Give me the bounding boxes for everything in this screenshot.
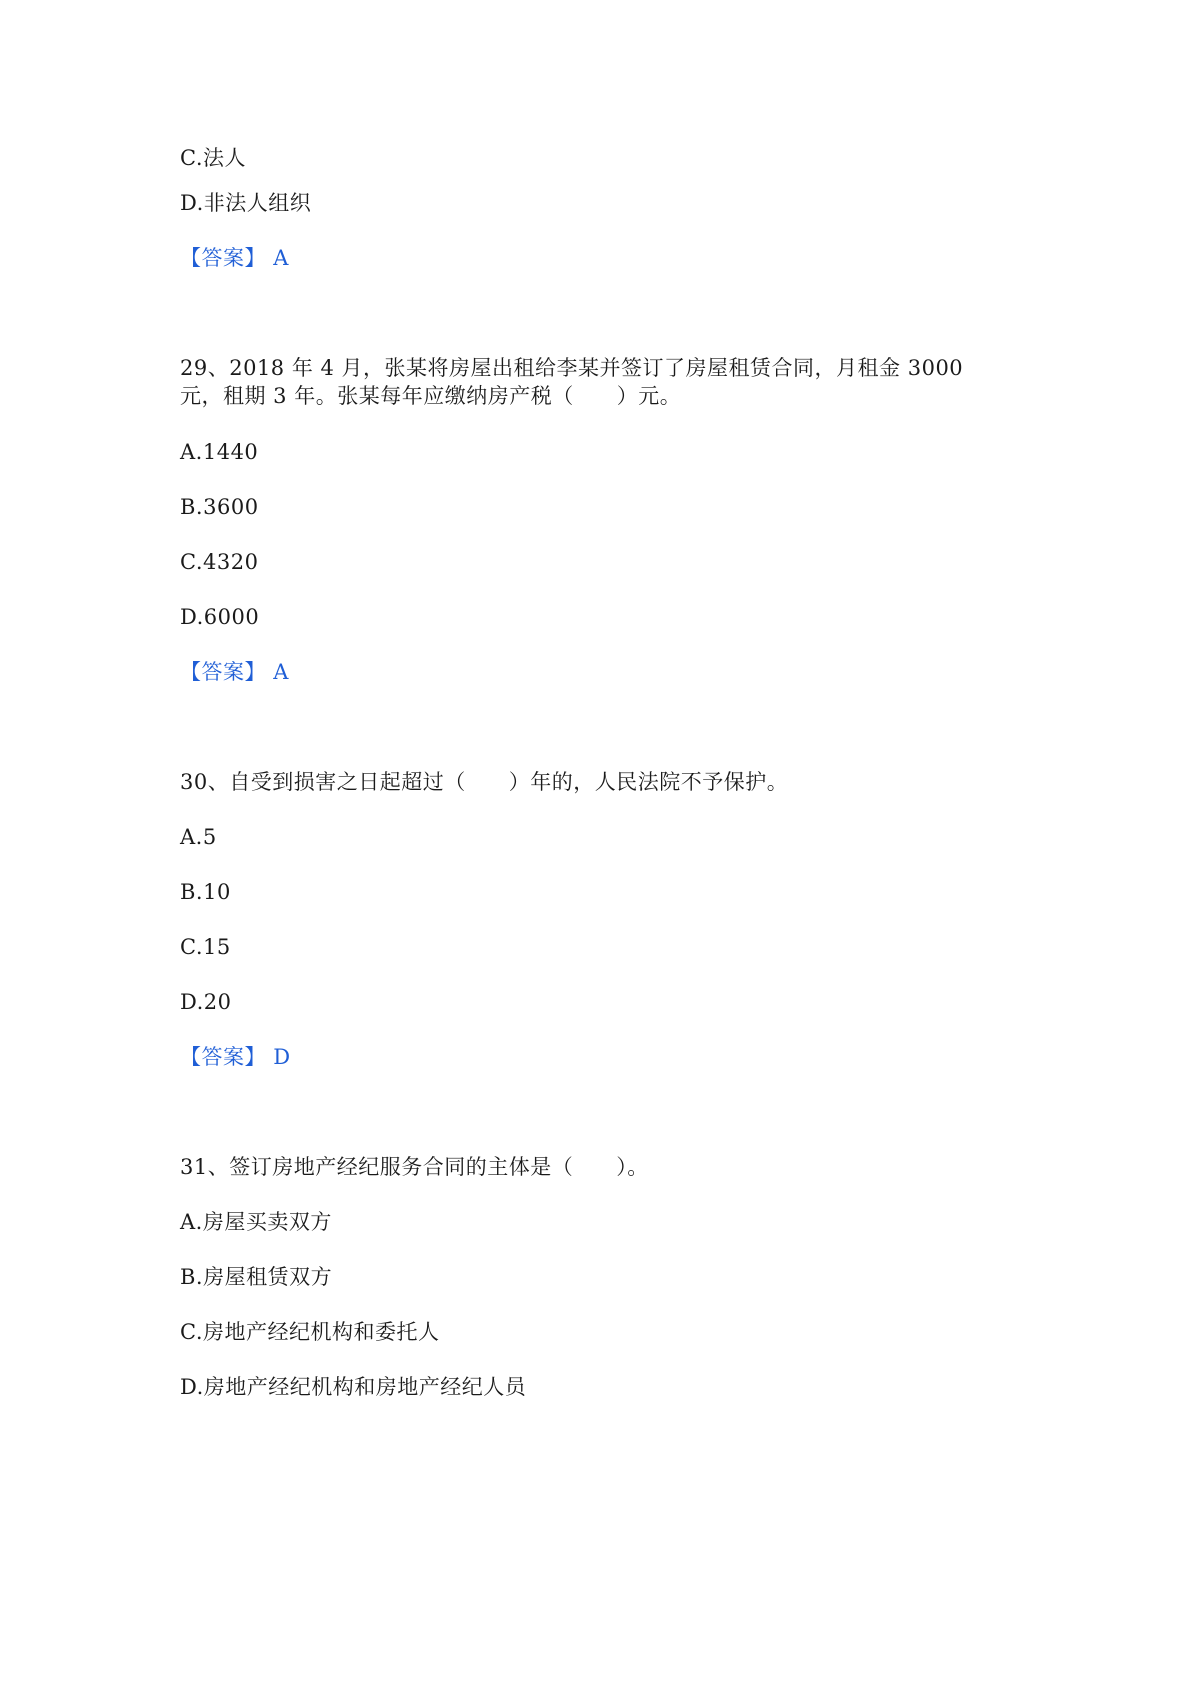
answer-label: 【答案】 — [180, 1045, 266, 1069]
question-30-option-c: C.15 — [180, 935, 231, 959]
question-30-option-d: D.20 — [180, 990, 232, 1014]
question-29-stem-line1: 29、2018 年 4 月，张某将房屋出租给李某并签订了房屋租赁合同，月租金 3000 — [180, 356, 964, 380]
question-30-option-a: A.5 — [180, 825, 217, 849]
question-31-option-c: C.房地产经纪机构和委托人 — [180, 1320, 440, 1344]
answer-value: A — [273, 660, 289, 684]
question-31-option-d: D.房地产经纪机构和房地产经纪人员 — [180, 1375, 527, 1399]
answer-label: 【答案】 — [180, 246, 266, 270]
question-29-option-a: A.1440 — [180, 440, 259, 464]
question-29-stem-line2: 元，租期 3 年。张某每年应缴纳房产税（ ）元。 — [180, 384, 682, 408]
question-31-option-b: B.房屋租赁双方 — [180, 1265, 333, 1289]
answer-label: 【答案】 — [180, 660, 266, 684]
question-31-option-a: A.房屋买卖双方 — [180, 1210, 332, 1234]
question-29-option-d: D.6000 — [180, 605, 260, 629]
question-29-answer — [180, 660, 289, 684]
question-30-stem: 30、自受到损害之日起超过（ ）年的，人民法院不予保护。 — [180, 770, 789, 794]
question-29-option-b: B.3600 — [180, 495, 259, 519]
question-29-option-c: C.4320 — [180, 550, 259, 574]
question-31-stem: 31、签订房地产经纪服务合同的主体是（ ）。 — [180, 1155, 649, 1179]
answer-value: D — [273, 1045, 291, 1069]
answer-value: A — [273, 246, 289, 270]
answer-line — [180, 246, 289, 270]
question-30-option-b: B.10 — [180, 880, 231, 904]
option-c: C.法人 — [180, 146, 246, 170]
question-30-answer — [180, 1045, 291, 1069]
option-d: D.非法人组织 — [180, 191, 312, 215]
